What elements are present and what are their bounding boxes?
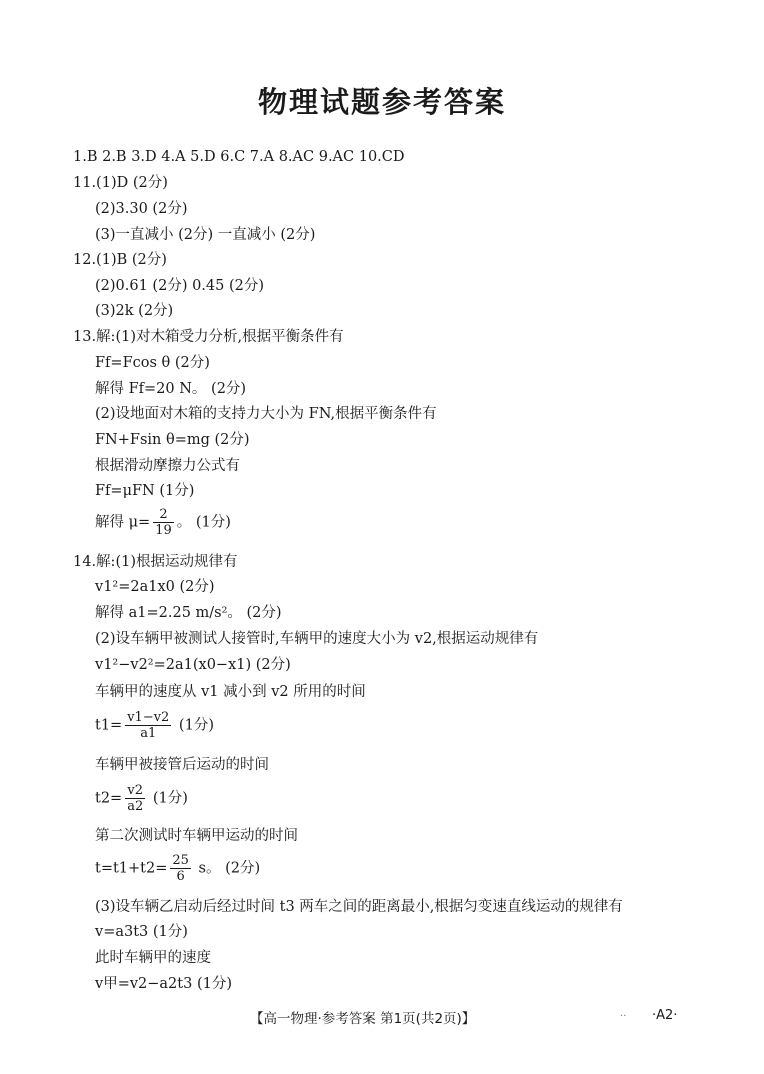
- fraction: [125, 783, 145, 814]
- q14-line-6: 车辆甲的速度从 v1 减小到 v2 所用的时间: [95, 684, 366, 700]
- q14-line-7: [95, 710, 214, 741]
- q14-line-11-suffix: s。 (2分): [193, 860, 261, 877]
- q13-line-5: FN+Fsin θ=mg (2分): [95, 432, 250, 448]
- q14-line-2: v1²=2a1x0 (2分): [95, 579, 215, 595]
- footer-marks: ..: [620, 1008, 627, 1019]
- q13-line-1: 13.解:(1)对木箱受力分析,根据平衡条件有: [73, 329, 344, 345]
- q12-line-1: 12.(1)B (2分): [73, 252, 167, 268]
- q14-line-9-prefix: t2=: [95, 790, 123, 807]
- q14-line-14: 此时车辆甲的速度: [95, 950, 211, 966]
- q14-line-1: 14.解:(1)根据运动规律有: [73, 554, 238, 570]
- q14-line-7-suffix: (1分): [174, 717, 214, 734]
- q11-line-3: (3)一直减小 (2分) 一直减小 (2分): [95, 227, 316, 243]
- q11-line-1: 11.(1)D (2分): [73, 175, 168, 191]
- q12-line-2: (2)0.61 (2分) 0.45 (2分): [95, 278, 265, 294]
- q13-line-8: [95, 507, 231, 538]
- q14-line-9: [95, 783, 188, 814]
- q14-line-15: v甲=v2−a2t3 (1分): [95, 976, 232, 992]
- q13-line-8-suffix: 。 (1分): [176, 514, 231, 531]
- page-footer: 【高一物理·参考答案 第1页(共2页)】: [250, 1011, 476, 1027]
- q14-line-11-prefix: t=t1+t2=: [95, 860, 168, 877]
- q13-line-7: Ff=μFN (1分): [95, 483, 195, 499]
- choice-answers: 1.B 2.B 3.D 4.A 5.D 6.C 7.A 8.AC 9.AC 10.CD: [73, 149, 405, 165]
- q14-line-5: v1²−v2²=2a1(x0−x1) (2分): [95, 657, 291, 673]
- q14-line-11: [95, 853, 260, 884]
- fraction-denominator: 19: [155, 523, 172, 538]
- fraction-denominator: 6: [176, 869, 185, 884]
- fraction-numerator: v1−v2: [127, 710, 170, 725]
- fraction-numerator: 25: [172, 853, 189, 868]
- fraction: [153, 507, 174, 538]
- q14-line-10: 第二次测试时车辆甲运动的时间: [95, 828, 298, 844]
- fraction: [125, 710, 171, 741]
- q14-line-9-suffix: (1分): [148, 790, 188, 807]
- q13-line-8-prefix: 解得 μ=: [95, 514, 151, 531]
- paper-code: ·A2·: [652, 1008, 678, 1023]
- q12-line-3: (3)2k (2分): [95, 303, 174, 319]
- q14-line-13: v=a3t3 (1分): [95, 924, 188, 940]
- q13-line-2: Ff=Fcos θ (2分): [95, 355, 210, 371]
- q11-line-2: (2)3.30 (2分): [95, 201, 188, 217]
- q14-line-12: (3)设车辆乙启动后经过时间 t3 两车之间的距离最小,根据匀变速直线运动的规律有: [95, 899, 623, 915]
- fraction-numerator: 2: [153, 507, 174, 523]
- q14-line-3: 解得 a1=2.25 m/s²。 (2分): [95, 605, 282, 621]
- q13-line-4: (2)设地面对木箱的支持力大小为 FN,根据平衡条件有: [95, 406, 437, 422]
- q13-line-6: 根据滑动摩擦力公式有: [95, 458, 240, 474]
- q13-line-3: 解得 Ff=20 N。 (2分): [95, 381, 247, 397]
- fraction-numerator: v2: [125, 783, 145, 799]
- q14-line-4: (2)设车辆甲被测试人接管时,车辆甲的速度大小为 v2,根据运动规律有: [95, 631, 539, 647]
- fraction: [170, 853, 191, 884]
- fraction-denominator: a1: [140, 726, 157, 741]
- fraction-denominator: a2: [127, 799, 144, 814]
- page-title: 物理试题参考答案: [257, 85, 506, 119]
- q14-line-7-prefix: t1=: [95, 717, 123, 734]
- q14-line-8: 车辆甲被接管后运动的时间: [95, 757, 269, 773]
